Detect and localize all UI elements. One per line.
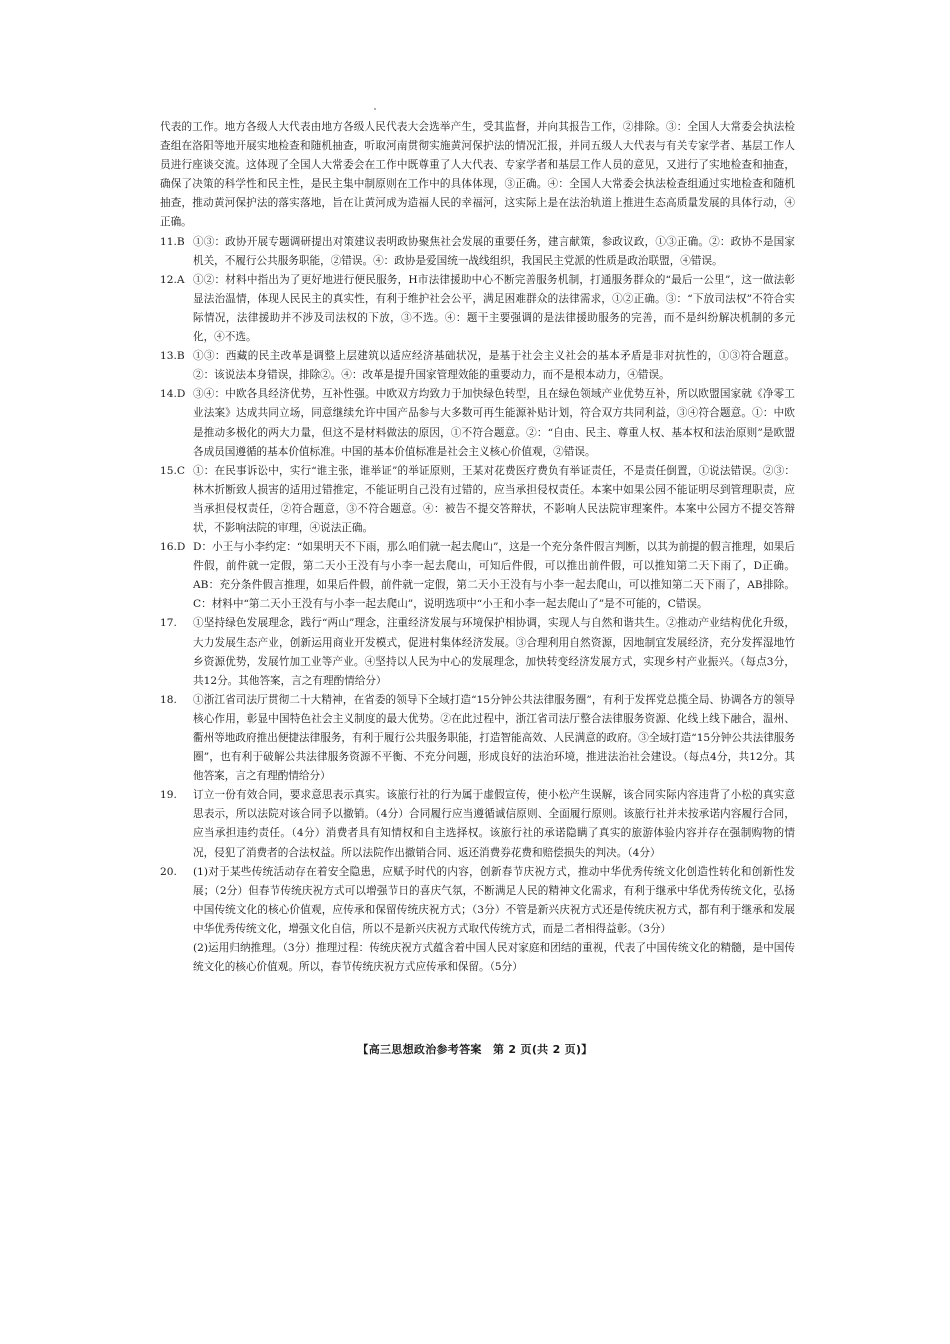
answer-item (160, 347, 795, 385)
answer-number: 13.B (160, 350, 185, 363)
answer-text: D：小王与小李约定：“如果明天不下雨，那么咱们就一起去爬山”，这是一个充分条件假言判断，以其为前提的假言推理，如果后件假，前件就一定假，第二天小王没有与小李一起去爬山，可知后件假，可以推出前件假，可以推知第二天下雨了，D正确。AB：充分条件假言推理，如果后件假，前件就一定假，第二天小王没有与小李一起去爬山，可以推知第二天下雨了，AB排除。C：材料中“第二天小王没有与小李一起去爬山”，说明选项中“小王和小李一起去爬山了”是不可能的，C错误。 (193, 541, 795, 611)
answer-text: ①坚持绿色发展理念，践行“两山”理念，注重经济发展与环境保护相协调，实现人与自然和谐共生。②推动产业结构优化升级，大力发展生态产业，创新运用商业开发模式，促进村集体经济发展。③合理利用自然资源，因地制宜发展经济，充分发挥湿地竹乡资源优势，发展竹加工业等产业。④坚持以人民为中心的发展理念，加快转变经济发展方式，实现乡村产业振兴。（每点3分，共12分。其他答案，言之有理酌情给分） (193, 617, 795, 687)
answer-text: ③④：中欧各具经济优势，互补性强。中欧双方均致力于加快绿色转型，且在绿色领域产业优势互补，所以欧盟国家就《净零工业法案》达成共同立场，同意继续允许中国产品参与大多数可再生能源补贴计划，符合双方共同利益，③④符合题意。①：中欧是推动多极化的两大力量，但这不是材料做法的原因，①不符合题意。②：“自由、民主、尊重人权、基本权和法治原则”是欧盟各成员国遵循的基本价值标准。中国的基本价值标准是社会主义核心价值观，②错误。 (193, 388, 795, 458)
answer-content (160, 118, 795, 977)
intro-paragraph: 代表的工作。地方各级人大代表由地方各级人民代表大会选举产生，受其监督，并向其报告工作，②排除。③：全国人大常委会执法检查组在洛阳等地开展实地检查和随机抽查，听取河南贯彻实施黄河保护法的情况汇报，并同五级人大代表与有关专家学者、基层工作人员进行座谈交流。这体现了全国人大常委会在工作中既尊重了人大代表、专家学者和基层工作人员的意见，又进行了实地检查和抽查，确保了决策的科学性和民主性，是民主集中制原则在工作中的具体体现，③正确。④：全国人大常委会执法检查组通过实地检查和随机抽查，推动黄河保护法的落实落地，旨在让黄河成为造福人民的幸福河，这实际上是在法治轨道上推进生态高质量发展的具体行动，④正确。 (160, 121, 795, 229)
answer-20-part-2: (2)运用归纳推理。（3分）推理过程：传统庆祝方式蕴含着中国人民对家庭和团结的重视，代表了中国传统文化的精髓，是中国传统文化的核心价值观。所以，春节传统庆祝方式应传承和保留。（5分） (193, 942, 795, 974)
answer-item (160, 385, 795, 461)
scan-speck (374, 108, 376, 110)
answer-number: 17. (160, 617, 177, 630)
answer-number: 19. (160, 789, 177, 802)
answer-item (160, 691, 795, 786)
answer-text: ①②：材料中指出为了更好地进行便民服务，H市法律援助中心不断完善服务机制，打通服务群众的“最后一公里”，这一做法彰显法治温情，体现人民民主的真实性，有利于维护社会公平，满足困难群众的法律需求，①②正确。③：“下放司法权”不符合实际情况，法律援助并不涉及司法权的下放，③不选。④：题干主要强调的是法律援助服务的完善，而不是纠纷解决机制的多元化，④不选。 (193, 273, 795, 344)
answer-text: ①：在民事诉讼中，实行“谁主张，谁举证”的举证原则，王某对花费医疗费负有举证责任，不是责任倒置，①说法错误。②③：林木折断致人损害的适用过错推定，不能证明自己没有过错的，应当承担侵权责任。本案中如果公园不能证明尽到管理职责，应当承担侵权责任，②符合题意，③不符合题意。④：被告不提交答辩状，不影响人民法院审理案件。本案中公园方不提交答辩状，不影响法院的审理，④说法正确。 (193, 464, 795, 534)
answer-text: ①③：政协开展专题调研提出对策建议表明政协聚焦社会发展的重要任务，建言献策，参政议政，①③正确。②：政协不是国家机关，不履行公共服务职能，②错误。④：政协是爱国统一战线组织，我国民主党派的性质是政治联盟，④错误。 (193, 235, 795, 267)
page-footer: 【高三思想政治参考答案 第 2 页(共 2 页)】 (357, 1043, 593, 1056)
answer-20-part-1: (1)对于某些传统活动存在着安全隐患，应赋予时代的内容，创新春节庆祝方式，推动中华优秀传统文化创造性转化和创新性发展；（2分）但春节传统庆祝方式可以增强节日的喜庆气氛，不断满足人民的精神文化需求，有利于继承中华优秀传统文化，弘扬中国传统文化的核心价值观，应传承和保留传统庆祝方式；（3分）不管是新兴庆祝方式还是传统庆祝方式，都有利于继承和发展中华优秀传统文化，增强文化自信，所以不是新兴庆祝方式取代传统方式，而是二者相得益彰。（3分） (193, 865, 795, 935)
answer-item (160, 538, 795, 614)
answer-text: ①③：西藏的民主改革是调整上层建筑以适应经济基础状况，是基于社会主义社会的基本矛盾是非对抗性的，①③符合题意。②：该说法本身错误，排除②。④：改革是提升国家管理效能的重要动力，而不是根本动力，④错误。 (193, 350, 795, 382)
answer-number: 12.A (160, 273, 185, 286)
answer-item (160, 462, 795, 538)
answer-item (160, 786, 795, 862)
answer-item-20 (160, 863, 795, 978)
answer-item (160, 233, 795, 271)
answer-number: 14.D (160, 388, 186, 401)
answer-text (193, 863, 795, 978)
answer-number: 16.D (160, 541, 186, 554)
answer-number: 18. (160, 693, 177, 706)
answer-item (160, 271, 795, 347)
answer-number: 20. (160, 865, 177, 878)
answer-number: 11.B (160, 235, 185, 248)
answer-number: 15.C (160, 464, 185, 477)
answer-item (160, 614, 795, 690)
answer-text: ①浙江省司法厅贯彻二十大精神，在省委的领导下全域打造“15分钟公共法律服务圈”，有利于发挥党总揽全局、协调各方的领导核心作用，彰显中国特色社会主义制度的最大优势。②在此过程中，浙江省司法厅整合法律服务资源、化线上线下融合，温州、衢州等地政府推出便捷法律服务，有利于履行公共服务职能，打造智能高效、人民满意的政府。③全域打造“15分钟公共法律服务圈”，也有利于破解公共法律服务资源不平衡、不充分问题，形成良好的法治环境，推进法治社会建设。（每点4分，共12分。其他答案，言之有理酌情给分） (193, 693, 795, 783)
answer-text: 订立一份有效合同，要求意思表示真实。该旅行社的行为属于虚假宣传，使小松产生误解，该合同实际内容违背了小松的真实意思表示，所以法院对该合同予以撤销。（4分）合同履行应当遵循诚信原则、全面履行原则。该旅行社并未按承诺内容履行合同，应当承担违约责任。（4分）消费者具有知情权和自主选择权。该旅行社的承诺隐瞒了真实的旅游体验内容并存在强制购物的情况，侵犯了消费者的合法权益。所以法院作出撤销合同、返还消费券花费和赔偿损失的判决。（4分） (193, 789, 795, 859)
